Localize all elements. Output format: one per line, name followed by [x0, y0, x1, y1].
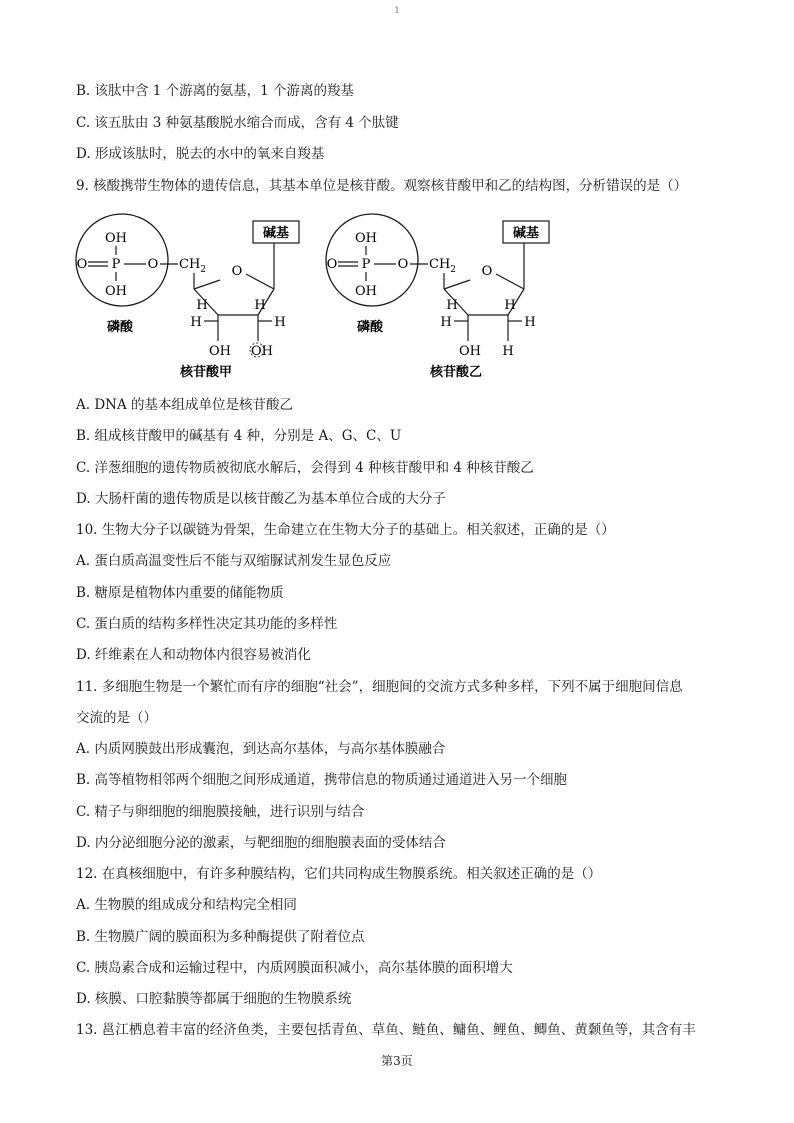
oh-c3: OH [459, 344, 481, 359]
q9-option-b: B. 组成核苷酸甲的碱基有 4 种，分别是 A、G、C、U [76, 428, 402, 444]
ring-oxygen: O [481, 264, 493, 279]
q10-option-b: B. 糖原是植物体内重要的储能物质 [76, 585, 284, 601]
phosphate-oh-top: OH [105, 231, 127, 246]
q12-option-d: D. 核膜、口腔黏膜等都属于细胞的生物膜系统 [76, 991, 352, 1007]
phosphate-label: 磷酸 [356, 320, 384, 335]
page-top-mark: 1 [394, 6, 400, 15]
q10-option-a: A. 蛋白质高温变性后不能与双缩脲试剂发生显色反应 [76, 553, 392, 569]
q12-option-c: C. 胰岛素合成和运输过程中，内质网膜面积减小，高尔基体膜的面积增大 [76, 960, 513, 976]
q9-option-c: C. 洋葱细胞的遗传物质被彻底水解后，会得到 4 种核苷酸甲和 4 种核苷酸乙 [76, 460, 534, 476]
h-c2-bottom: H [502, 344, 514, 359]
q9-stem: 9. 核酸携带生物体的遗传信息，其基本单位是核苷酸。观察核苷酸甲和乙的结构图，分析错误的是（） [76, 178, 688, 194]
phosphate-o-link: O [147, 257, 159, 272]
page-number: 第3页 [381, 1054, 413, 1068]
q10-option-d: D. 纤维素在人和动物体内很容易被消化 [76, 647, 311, 663]
q11-option-d: D. 内分泌细胞分泌的激素，与靶细胞的细胞膜表面的受体结合 [76, 835, 446, 851]
phosphorus-atom: P [361, 257, 371, 272]
q11-stem-line2: 交流的是（） [76, 710, 157, 726]
q11-option-c: C. 精子与卵细胞的细胞膜接触，进行识别与结合 [76, 804, 365, 820]
q10-stem: 10. 生物大分子以碳链为骨架，生命建立在生物大分子的基础上。相关叙述，正确的是（） [76, 522, 615, 538]
oh-c2: OH [251, 344, 273, 359]
phosphorus-atom: P [111, 257, 121, 272]
q9-option-d: D. 大肠杆菌的遗传物质是以核苷酸乙为基本单位合成的大分子 [76, 491, 446, 507]
phosphate-label: 磷酸 [106, 320, 134, 335]
h-c4: H [196, 298, 208, 313]
q9-option-a: A. DNA 的基本组成单位是核苷酸乙 [76, 397, 294, 413]
q13-stem-line1: 13. 邕江栖息着丰富的经济鱼类，主要包括青鱼、草鱼、鲢鱼、鳙鱼、鲤鱼、鲫鱼、黄颡鱼等，其含有丰 [76, 1022, 696, 1038]
nucleotide-jia [76, 214, 299, 380]
phosphate-oh-bottom: OH [355, 284, 377, 299]
base-label: 碱基 [262, 226, 290, 241]
q12-stem: 12. 在真核细胞中，有许多种膜结构，它们共同构成生物膜系统。相关叙述正确的是（） [76, 866, 602, 882]
ring-oxygen: O [231, 264, 243, 279]
phosphate-o-link: O [397, 257, 409, 272]
phosphate-o-double: O [326, 257, 338, 272]
phosphate-oh-bottom: OH [105, 284, 127, 299]
q8-option-c: C. 该五肽由 3 种氨基酸脱水缩合而成，含有 4 个肽键 [76, 115, 399, 131]
h-c1: H [504, 298, 516, 313]
h-c3: H [190, 315, 202, 330]
q12-option-b: B. 生物膜广阔的膜面积为多种酶提供了附着位点 [76, 929, 365, 945]
h-c2: H [274, 315, 286, 330]
nucleotide-yi [326, 214, 549, 380]
q11-option-b: B. 高等植物相邻两个细胞之间形成通道，携带信息的物质通过通道进入另一个细胞 [76, 772, 568, 788]
h-c4: H [446, 298, 458, 313]
nucleotide-jia-label: 核苷酸甲 [179, 365, 233, 380]
base-label: 碱基 [512, 226, 540, 241]
oh-c3: OH [209, 344, 231, 359]
ch2-group: $CH_2$ [179, 257, 207, 275]
ch2-group: $CH_2$ [429, 257, 457, 275]
h-c3: H [440, 315, 452, 330]
phosphate-oh-top: OH [355, 231, 377, 246]
phosphate-o-double: O [76, 257, 88, 272]
nucleotide-yi-label: 核苷酸乙 [429, 365, 483, 380]
q12-option-a: A. 生物膜的组成成分和结构完全相同 [76, 897, 297, 913]
q11-stem-line1: 11. 多细胞生物是一个繁忙而有序的细胞“社会”，细胞间的交流方式多种多样，下列不属于细胞间信息 [76, 679, 683, 695]
q11-option-a: A. 内质网膜鼓出形成囊泡，到达高尔基体，与高尔基体膜融合 [76, 741, 446, 757]
q10-option-c: C. 蛋白质的结构多样性决定其功能的多样性 [76, 616, 338, 632]
q8-option-d: D. 形成该肽时，脱去的水中的氧来自羧基 [76, 146, 325, 162]
h-c2: H [524, 315, 536, 330]
nucleotide-structure-figure [60, 205, 600, 385]
h-c1: H [254, 298, 266, 313]
q8-option-b: B. 该肽中含 1 个游离的氨基，1 个游离的羧基 [76, 83, 355, 99]
